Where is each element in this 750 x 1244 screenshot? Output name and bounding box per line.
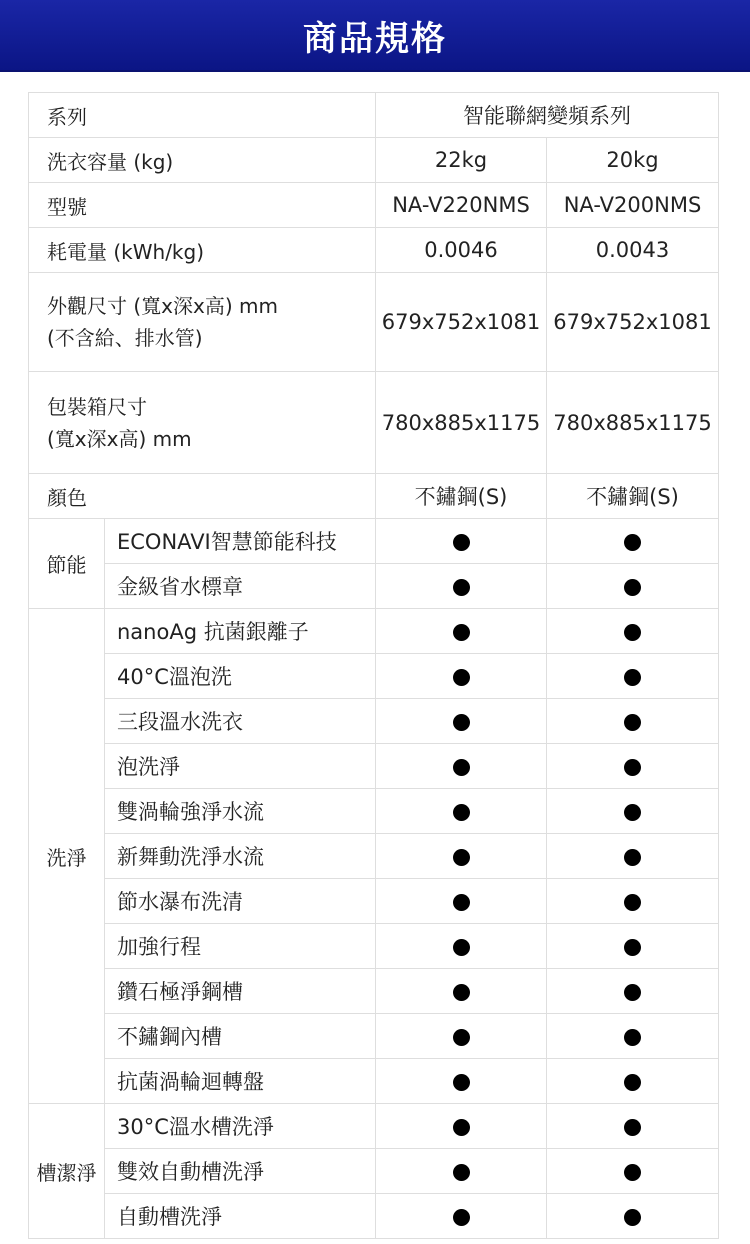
color-label: 顏色 <box>29 474 376 519</box>
outer-size-value-2: 679x752x1081 <box>547 273 719 372</box>
capacity-label: 洗衣容量 (kg) <box>29 138 376 183</box>
filled-circle-icon <box>624 714 641 731</box>
power-label: 耗電量 (kWh/kg) <box>29 228 376 273</box>
filled-circle-icon <box>624 759 641 776</box>
filled-circle-icon <box>624 669 641 686</box>
package-size-label-line2: (寬x深x高) mm <box>47 426 192 451</box>
page-title: 商品規格 <box>303 18 447 59</box>
feature-support-cell <box>376 699 547 744</box>
feature-support-cell <box>376 1104 547 1149</box>
filled-circle-icon <box>624 984 641 1001</box>
feature-row <box>29 1149 719 1194</box>
feature-support-cell <box>547 744 719 789</box>
filled-circle-icon <box>624 1209 641 1226</box>
feature-row <box>29 609 719 654</box>
feature-name: 雙渦輪強淨水流 <box>105 789 376 834</box>
row-color <box>29 474 719 519</box>
header-banner <box>0 0 750 72</box>
filled-circle-icon <box>453 714 470 731</box>
color-value-1: 不鏽鋼(S) <box>376 474 547 519</box>
feature-support-cell <box>376 564 547 609</box>
feature-row <box>29 744 719 789</box>
color-value-2: 不鏽鋼(S) <box>547 474 719 519</box>
feature-groups <box>29 519 719 1239</box>
feature-support-cell <box>376 609 547 654</box>
feature-name: 40°C溫泡洗 <box>105 654 376 699</box>
feature-support-cell <box>547 1149 719 1194</box>
filled-circle-icon <box>624 1119 641 1136</box>
group-label: 洗淨 <box>29 609 105 1104</box>
feature-name: 金級省水標章 <box>105 564 376 609</box>
feature-name: 雙效自動槽洗淨 <box>105 1149 376 1194</box>
series-value: 智能聯網變頻系列 <box>376 93 719 138</box>
feature-support-cell <box>547 1194 719 1239</box>
filled-circle-icon <box>624 939 641 956</box>
series-label: 系列 <box>29 93 376 138</box>
filled-circle-icon <box>453 894 470 911</box>
filled-circle-icon <box>624 579 641 596</box>
feature-support-cell <box>547 969 719 1014</box>
filled-circle-icon <box>624 849 641 866</box>
filled-circle-icon <box>624 624 641 641</box>
feature-support-cell <box>547 834 719 879</box>
feature-name: 三段溫水洗衣 <box>105 699 376 744</box>
feature-name: 加強行程 <box>105 924 376 969</box>
feature-support-cell <box>376 1149 547 1194</box>
feature-support-cell <box>547 1014 719 1059</box>
feature-row <box>29 1059 719 1104</box>
filled-circle-icon <box>453 939 470 956</box>
power-value-2: 0.0043 <box>547 228 719 273</box>
feature-name: 節水瀑布洗清 <box>105 879 376 924</box>
feature-support-cell <box>547 789 719 834</box>
feature-row <box>29 1014 719 1059</box>
feature-row <box>29 924 719 969</box>
row-power <box>29 228 719 273</box>
feature-name: 新舞動洗淨水流 <box>105 834 376 879</box>
feature-support-cell <box>547 564 719 609</box>
filled-circle-icon <box>624 804 641 821</box>
group-label: 槽潔淨 <box>29 1104 105 1239</box>
power-value-1: 0.0046 <box>376 228 547 273</box>
feature-support-cell <box>547 519 719 564</box>
feature-support-cell <box>547 879 719 924</box>
feature-name: nanoAg 抗菌銀離子 <box>105 609 376 654</box>
feature-support-cell <box>547 924 719 969</box>
filled-circle-icon <box>453 624 470 641</box>
feature-row <box>29 1104 719 1149</box>
feature-support-cell <box>376 1059 547 1104</box>
feature-row <box>29 834 719 879</box>
feature-support-cell <box>376 654 547 699</box>
package-size-label <box>29 372 376 474</box>
filled-circle-icon <box>453 1209 470 1226</box>
capacity-value-2: 20kg <box>547 138 719 183</box>
package-size-value-1: 780x885x1175 <box>376 372 547 474</box>
filled-circle-icon <box>453 1074 470 1091</box>
feature-support-cell <box>376 834 547 879</box>
feature-support-cell <box>547 1104 719 1149</box>
row-series <box>29 93 719 138</box>
filled-circle-icon <box>453 984 470 1001</box>
outer-size-label <box>29 273 376 372</box>
feature-row <box>29 519 719 564</box>
outer-size-label-line2: (不含給、排水管) <box>47 326 203 350</box>
feature-support-cell <box>547 699 719 744</box>
filled-circle-icon <box>453 1119 470 1136</box>
filled-circle-icon <box>624 1074 641 1091</box>
package-size-value-2: 780x885x1175 <box>547 372 719 474</box>
feature-support-cell <box>376 519 547 564</box>
model-value-2: NA-V200NMS <box>547 183 719 228</box>
feature-row <box>29 789 719 834</box>
feature-row <box>29 1194 719 1239</box>
feature-support-cell <box>376 969 547 1014</box>
feature-name: 不鏽鋼內槽 <box>105 1014 376 1059</box>
feature-support-cell <box>547 609 719 654</box>
feature-row <box>29 969 719 1014</box>
feature-support-cell <box>376 924 547 969</box>
feature-name: ECONAVI智慧節能科技 <box>105 519 376 564</box>
row-outer-size <box>29 273 719 372</box>
capacity-value-1: 22kg <box>376 138 547 183</box>
row-capacity <box>29 138 719 183</box>
feature-row <box>29 564 719 609</box>
feature-support-cell <box>547 654 719 699</box>
feature-support-cell <box>376 1014 547 1059</box>
feature-support-cell <box>376 1194 547 1239</box>
model-value-1: NA-V220NMS <box>376 183 547 228</box>
outer-size-value-1: 679x752x1081 <box>376 273 547 372</box>
feature-support-cell <box>547 1059 719 1104</box>
filled-circle-icon <box>624 894 641 911</box>
filled-circle-icon <box>453 1164 470 1181</box>
outer-size-label-line1: 外觀尺寸 (寬x深x高) mm <box>47 294 278 318</box>
filled-circle-icon <box>453 849 470 866</box>
feature-row <box>29 879 719 924</box>
model-label: 型號 <box>29 183 376 228</box>
filled-circle-icon <box>624 1164 641 1181</box>
filled-circle-icon <box>624 534 641 551</box>
filled-circle-icon <box>453 759 470 776</box>
spec-table <box>28 92 719 1239</box>
package-size-label-line1: 包裝箱尺寸 <box>47 394 147 419</box>
row-model <box>29 183 719 228</box>
filled-circle-icon <box>453 534 470 551</box>
filled-circle-icon <box>453 669 470 686</box>
feature-support-cell <box>376 879 547 924</box>
feature-row <box>29 699 719 744</box>
filled-circle-icon <box>624 1029 641 1046</box>
feature-name: 30°C溫水槽洗淨 <box>105 1104 376 1149</box>
row-package-size <box>29 372 719 474</box>
filled-circle-icon <box>453 1029 470 1046</box>
feature-name: 抗菌渦輪迴轉盤 <box>105 1059 376 1104</box>
filled-circle-icon <box>453 579 470 596</box>
filled-circle-icon <box>453 804 470 821</box>
group-label: 節能 <box>29 519 105 609</box>
feature-support-cell <box>376 744 547 789</box>
feature-support-cell <box>376 789 547 834</box>
feature-row <box>29 654 719 699</box>
feature-name: 泡洗淨 <box>105 744 376 789</box>
feature-name: 鑽石極淨鋼槽 <box>105 969 376 1014</box>
feature-name: 自動槽洗淨 <box>105 1194 376 1239</box>
